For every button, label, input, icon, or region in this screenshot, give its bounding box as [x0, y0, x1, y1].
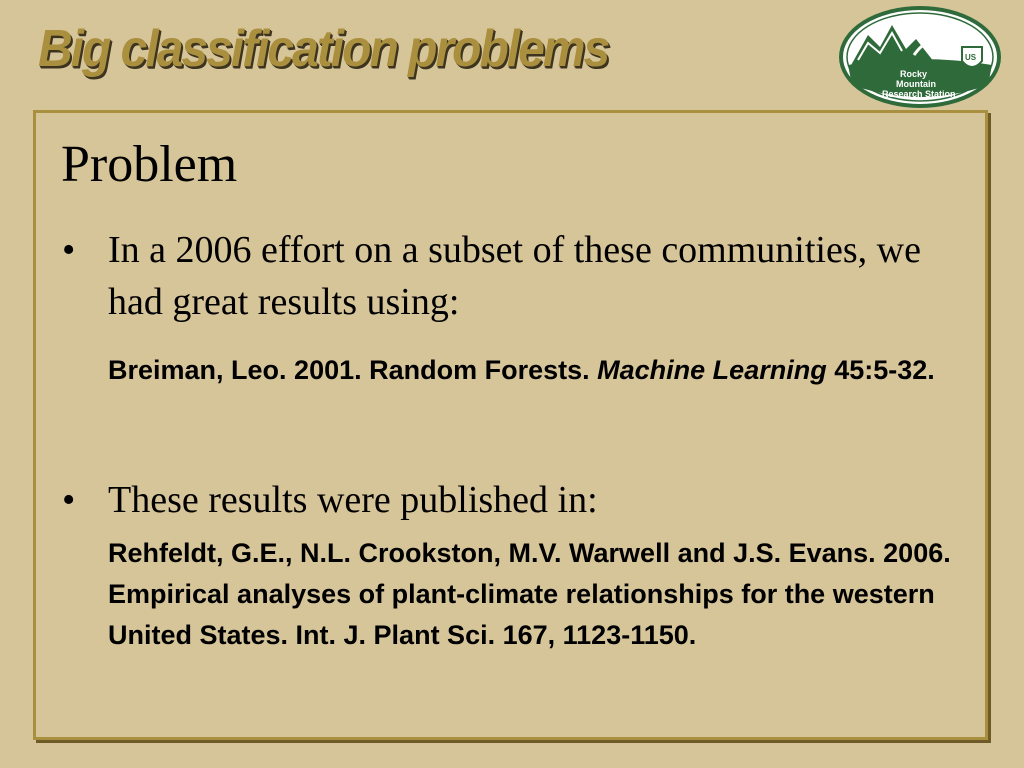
- bullet-marker: •: [62, 229, 76, 271]
- logo-line-3: Research Station: [882, 89, 956, 99]
- bullet-text: These results were published in:: [108, 479, 598, 521]
- citation-volume: 45:5-32.: [826, 355, 935, 385]
- section-heading: Problem: [61, 136, 238, 193]
- bullet-item: [62, 224, 942, 328]
- citation-rehfeldt: Rehfeldt, G.E., N.L. Crookston, M.V. Warwell and J.S. Evans. 2006. Empirical analyses of plant-climate relationships for the western United States. Int. J. Plant Sci. 167, 1123-1150.: [108, 538, 951, 650]
- slide-title: Big classification problems: [38, 20, 609, 79]
- logo-line-2: Mountain: [896, 79, 936, 89]
- shield-text: US: [965, 53, 977, 62]
- bullet-item: [62, 474, 942, 526]
- citation-journal: Machine Learning: [597, 355, 827, 385]
- bullet-text: In a 2006 effort on a subset of these communities, we had great results using:: [108, 229, 921, 323]
- forest-service-shield-icon: [962, 47, 982, 67]
- bullet-marker: •: [62, 479, 76, 521]
- logo-line-1: Rocky: [900, 69, 928, 79]
- citation-authors-title: Breiman, Leo. 2001. Random Forests.: [108, 355, 598, 385]
- citation-breiman: [108, 350, 968, 391]
- rocky-mountain-research-station-logo: [838, 5, 1002, 109]
